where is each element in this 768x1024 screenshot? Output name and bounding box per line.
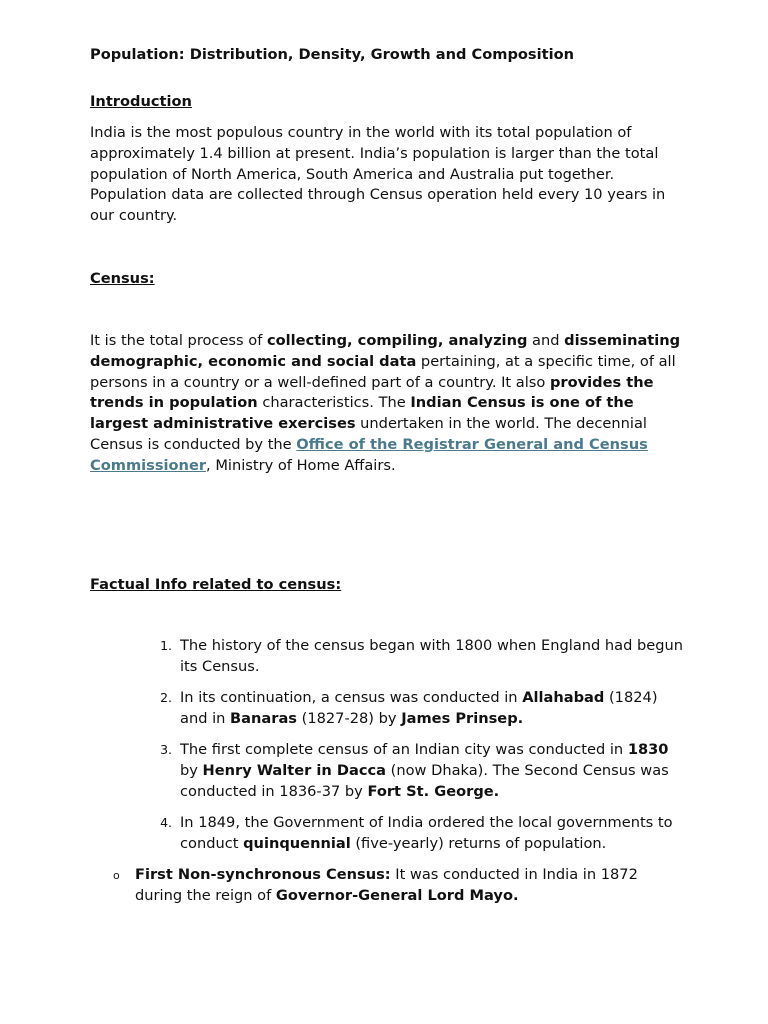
list-item-text: The first complete census of an Indian city was conducted in: [180, 740, 628, 758]
list-item-text: (1827-28) by: [297, 709, 402, 727]
list-item-bold: Henry Walter in Dacca: [202, 761, 387, 779]
list-number: 3.: [160, 741, 172, 757]
census-text-1: It is the total process of: [90, 332, 267, 349]
census-bold-4: Indian Census is one of the largest administrative exercises: [90, 394, 634, 433]
sub-list-bold: Governor-General Lord Mayo.: [275, 886, 519, 904]
census-bold-3: provides the trends in population: [90, 373, 654, 412]
sub-list-text: It was conducted in India in 1872 during the reign of: [135, 866, 638, 904]
census-bold-1: collecting, compiling, analyzing: [267, 332, 528, 349]
census-text-2: and: [527, 332, 565, 349]
introduction-paragraph: India is the most populous country in the world with its total population of approximately 1.4 billion at present. India’s population is larger than the total population of North America, South America and Australia put together. Population data are collected through Census operation held every 10 years in our country.: [90, 124, 666, 225]
sub-list-item-text: [135, 865, 683, 907]
census-text-3: pertaining, at a specific time, of all persons in a country or a well-defined part of a country. It also: [90, 352, 676, 391]
list-item-text: (now Dhaka). The Second Census was conducted in 1836-37 by: [180, 761, 669, 800]
factual-info-heading: Factual Info related to census:: [90, 576, 342, 593]
document-title: Population: Distribution, Density, Growth and Composition: [90, 46, 575, 63]
list-number: 4.: [160, 814, 172, 830]
list-item-bold: Allahabad: [522, 688, 605, 706]
document-page: [90, 0, 685, 1024]
census-bold-2: disseminating demographic, economic and social data: [90, 332, 681, 370]
list-item-text: by: [180, 761, 203, 779]
sub-list-item: [113, 865, 683, 907]
list-item-bold: Fort St. George.: [367, 782, 500, 800]
list-item-text: The history of the census began with 1800 when England had begun its Census.: [180, 637, 684, 675]
list-item-bold: 1830: [627, 740, 669, 758]
list-item: [158, 740, 683, 802]
census-text-5: undertaken in the world. The decennial Census is conducted by the: [90, 415, 647, 453]
list-item: [158, 813, 683, 855]
list-item: [158, 688, 683, 730]
census-text-4: characteristics. The: [257, 394, 411, 412]
census-text-6: , Ministry of Home Affairs.: [206, 456, 396, 474]
introduction-heading: Introduction: [90, 93, 192, 110]
list-item-bold: James Prinsep.: [401, 709, 524, 727]
circle-bullet-icon: o: [113, 869, 120, 882]
list-item-bold: quinquennial: [243, 834, 351, 852]
census-heading: Census:: [90, 270, 155, 287]
list-item-text: (five-yearly) returns of population.: [350, 834, 607, 852]
list-item-text: In 1849, the Government of India ordered the local governments to conduct: [180, 813, 673, 852]
registrar-general-link[interactable]: Office of the Registrar General and Census Commissioner: [90, 435, 648, 474]
list-item: [158, 636, 683, 678]
list-number: 2.: [160, 689, 172, 705]
list-item-text: In its continuation, a census was conducted in: [180, 688, 523, 706]
list-item-text: (1824) and in: [180, 688, 658, 727]
factual-info-list: [158, 636, 683, 865]
sub-list-bold: First Non-synchronous Census:: [135, 866, 391, 883]
list-number: 1.: [160, 638, 172, 653]
census-paragraph: [90, 331, 685, 477]
list-item-bold: Banaras: [230, 709, 297, 727]
